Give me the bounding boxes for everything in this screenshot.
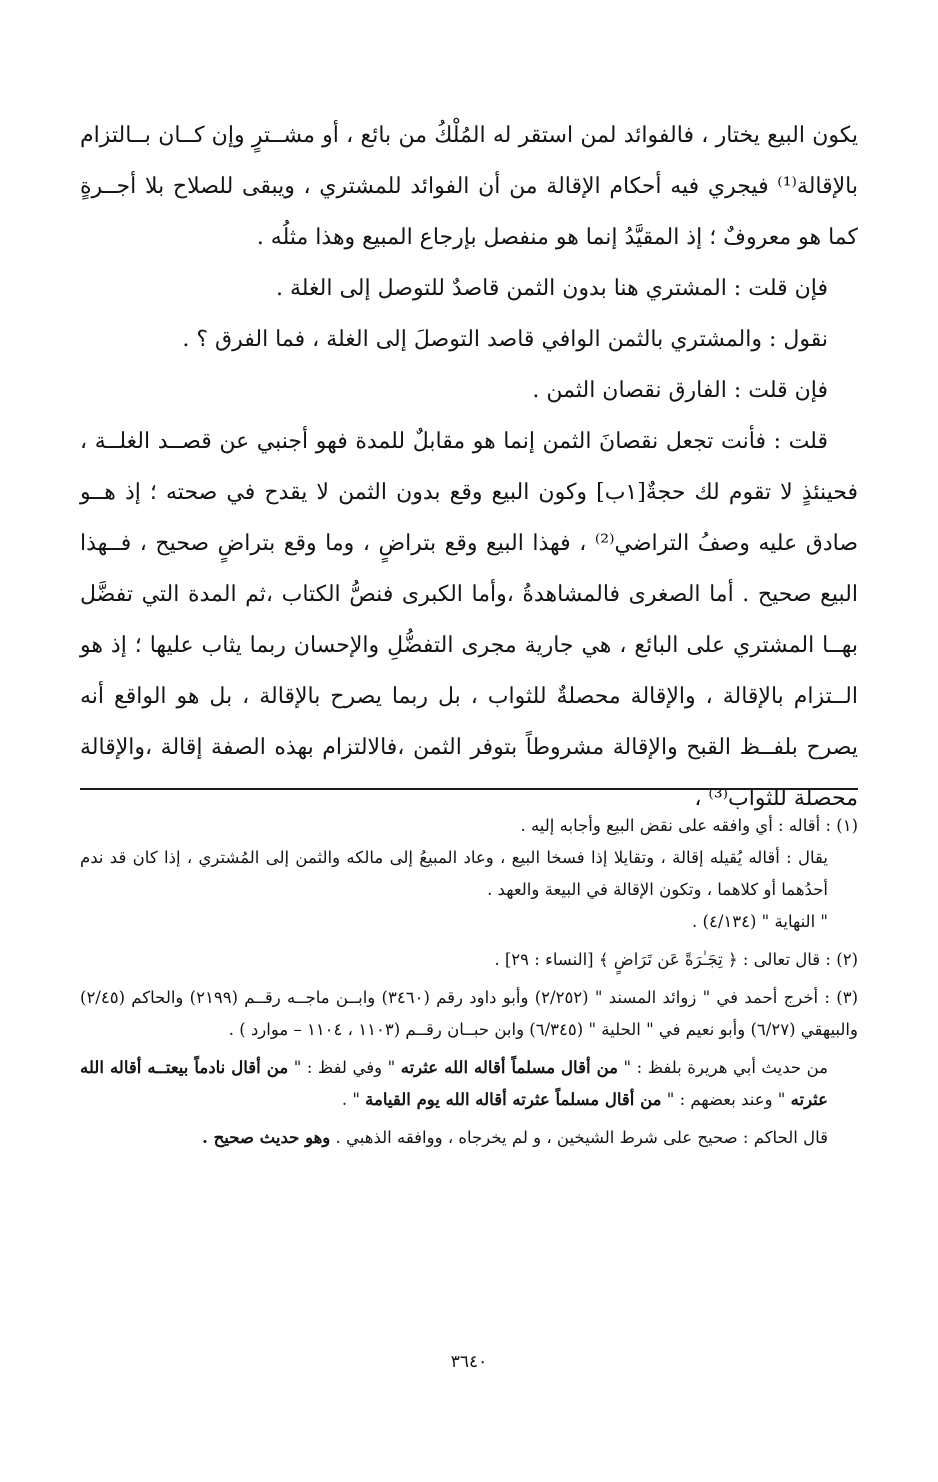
body-paragraph: قلت : فأنت تجعل نقصانَ الثمن إنما هو مقابلٌ للمدة فهو أجنبي عن قصــد الغلــة ، فحينئذٍ لا تقوم لك حجةٌ[١ب] وكون البيع وقع بدون الثمن لا يقدح في صحته ؛ إذ هــو صادق عليه وصفُ التراضي⁽²⁾ ، فهذا البيع وقع بتراضٍ ، وما وقع بتراضٍ صحيح ، فــهذا البيع صحيح . أما الصغرى فالمشاهدةُ ،وأما الكبرى فنصُّ الكتاب ،ثم المدة التي تفضَّل بهــا المشتري على البائع ، هي جارية مجرى التفضُّلِ والإحسان ربما يثاب عليها ؛ إذ هو الــتزام بالإقالة ، والإقالة محصلةٌ للثواب ، بل ربما يصرح بالإقالة ، بل هو الواقع أنه يصرح بلفــظ القبح والإقالة مشروطاً بتوفر الثمن ،فالالتزام بهذه الصفة إقالة ،والإقالة محصلة للثواب⁽³⁾ ، xyxy=(80,429,859,811)
hadith-connector: " وعند بعضهم : " xyxy=(666,1090,786,1109)
grading-verdict: وهو حديث صحيح . xyxy=(202,1128,331,1147)
footnote-2: (٢) : قال تعالى : ﴿ تِجَـٰرَةً عَن تَرَاضٍ ﴾ [النساء : ٢٩] . xyxy=(494,950,858,969)
hadith-text: من أقال مسلماً عثرته أقاله الله يوم القيامة xyxy=(365,1090,662,1109)
body-paragraph: نقول : والمشتري بالثمن الوافي قاصد التوصلَ إلى الغلة ، فما الفرق ؟ . xyxy=(182,327,828,352)
hadith-intro: من حديث أبي هريرة بلفظ : " xyxy=(623,1058,829,1077)
footnote-separator xyxy=(80,788,858,790)
footnote-3-hadith xyxy=(80,1052,858,1116)
footnote-3: (٣) : أخرج أحمد في " زوائد المسند " (٢/٢٥٢) وأبو داود رقم (٣٤٦٠) وابــن ماجــه رقــم (٢١٩٩) والحاكم (٢/٤٥) والبيهقي (٦/٢٧) وأبو نعيم في " الحلية " (٦/٣٤٥) وابن حبــان رقــم (١١٠٣ ، ١١٠٤ – موارد ) . xyxy=(80,988,858,1039)
footnote-1: (١) : أقاله : أي وافقه على نقض البيع وأجابه إليه . xyxy=(520,816,858,835)
footnote-3-grading xyxy=(80,1122,858,1154)
body-paragraph: يكون البيع يختار ، فالفوائد لمن استقر له المُلْكُ من بائع ، أو مشــترٍ وإن كــان بــالتزام بالإقالة⁽¹⁾ فيجري فيه أحكام الإقالة من أن الفوائد للمشتري ، ويبقى للصلاح بلا أجــرةٍ كما هو معروفٌ ؛ إذ المقيَّدُ إنما هو منفصل بإرجاع المبيع وهذا مثلُه . xyxy=(80,123,859,250)
body-paragraph: فإن قلت : الفارق نقصان الثمن . xyxy=(532,378,828,403)
footnote-1-detail: يقال : أقاله يُقيله إقالة ، وتقايلا إذا فسخا البيع ، وعاد المبيعُ إلى مالكه والثمن إلى المُشتري ، إذا كان قد ندم أحدُهما أو كلاهما ، وتكون الإقالة في البيعة والعهد . xyxy=(80,848,828,899)
page-number: ٣٦٤٠ xyxy=(450,1352,488,1372)
hadith-text: من أقال نادماً بيعتــه أقاله الله عثرته xyxy=(80,1058,828,1109)
hadith-connector: " وفي لفظ : " xyxy=(293,1058,396,1077)
body-paragraph: فإن قلت : المشتري هنا بدون الثمن قاصدٌ للتوصل إلى الغلة . xyxy=(275,276,828,301)
grading-text: قال الحاكم : صحيح على شرط الشيخين ، و لم يخرجاه ، ووافقه الذهبي . xyxy=(335,1128,828,1147)
hadith-end: " . xyxy=(341,1090,360,1109)
main-text xyxy=(80,110,858,824)
hadith-text: من أقال مسلماً أقاله الله عثرته xyxy=(400,1058,618,1077)
footnote-1-source: " النهاية " (٤/١٣٤) . xyxy=(692,912,828,931)
footnotes xyxy=(80,810,858,1154)
